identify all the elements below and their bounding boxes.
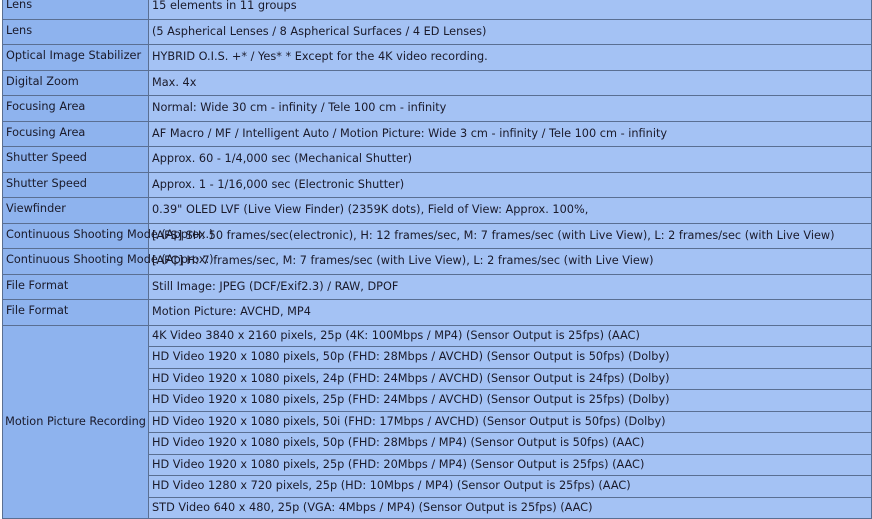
spec-value: [AFS] SH: 50 frames/sec(electronic), H: 12 frames/sec, M: 7 frames/sec (with Live View), L: 2 frames/sec (with Live View): [149, 223, 872, 249]
spec-label: Lens: [3, 0, 149, 19]
spec-row: [3, 19, 872, 45]
motion-picture-value: HD Video 1920 x 1080 pixels, 24p (FHD: 24Mbps / AVCHD) (Sensor Output is 24fps) (Dolby): [149, 368, 872, 390]
spec-row: [3, 198, 872, 224]
spec-label: Focusing Area: [3, 121, 149, 147]
spec-label: Continuous Shooting Mode (Approx.): [3, 249, 149, 275]
spec-label: File Format: [3, 300, 149, 326]
motion-picture-value: STD Video 640 x 480, 25p (VGA: 4Mbps / MP4) (Sensor Output is 25fps) (AAC): [149, 497, 872, 519]
spec-row: [3, 147, 872, 173]
spec-value: 0.39" OLED LVF (Live View Finder) (2359K dots), Field of View: Approx. 100%,: [149, 198, 872, 224]
motion-picture-value: HD Video 1920 x 1080 pixels, 50i (FHD: 17Mbps / AVCHD) (Sensor Output is 50fps) (Dolby): [149, 411, 872, 433]
spec-value: Approx. 60 - 1/4,000 sec (Mechanical Shutter): [149, 147, 872, 173]
spec-table-body: [3, 0, 872, 519]
spec-label: Lens: [3, 19, 149, 45]
motion-picture-value: HD Video 1920 x 1080 pixels, 25p (FHD: 20Mbps / MP4) (Sensor Output is 25fps) (AAC): [149, 454, 872, 476]
spec-table: [2, 0, 872, 519]
motion-picture-value: HD Video 1280 x 720 pixels, 25p (HD: 10Mbps / MP4) (Sensor Output is 25fps) (AAC): [149, 476, 872, 498]
spec-row: [3, 172, 872, 198]
motion-picture-row: [3, 325, 872, 347]
spec-value: AF Macro / MF / Intelligent Auto / Motion Picture: Wide 3 cm - infinity / Tele 100 cm - infinity: [149, 121, 872, 147]
spec-value: 15 elements in 11 groups: [149, 0, 872, 19]
spec-label: Optical Image Stabilizer: [3, 45, 149, 71]
spec-label: Digital Zoom: [3, 70, 149, 96]
spec-row: [3, 0, 872, 19]
spec-label: Continuous Shooting Mode (Approx.): [3, 223, 149, 249]
spec-row: [3, 223, 872, 249]
spec-label: Focusing Area: [3, 96, 149, 122]
spec-row: [3, 249, 872, 275]
spec-row: [3, 300, 872, 326]
spec-value: Still Image: JPEG (DCF/Exif2.3) / RAW, DPOF: [149, 274, 872, 300]
spec-value: Max. 4x: [149, 70, 872, 96]
spec-label: Shutter Speed: [3, 172, 149, 198]
motion-picture-recording-label: Motion Picture Recording: [3, 325, 149, 519]
spec-value: (5 Aspherical Lenses / 8 Aspherical Surfaces / 4 ED Lenses): [149, 19, 872, 45]
spec-row: [3, 96, 872, 122]
spec-value: Normal: Wide 30 cm - infinity / Tele 100 cm - infinity: [149, 96, 872, 122]
spec-label: Viewfinder: [3, 198, 149, 224]
spec-label: Shutter Speed: [3, 147, 149, 173]
spec-row: [3, 121, 872, 147]
motion-picture-value: HD Video 1920 x 1080 pixels, 25p (FHD: 24Mbps / AVCHD) (Sensor Output is 25fps) (Dolby): [149, 390, 872, 412]
motion-picture-value: HD Video 1920 x 1080 pixels, 50p (FHD: 28Mbps / AVCHD) (Sensor Output is 50fps) (Dolby): [149, 347, 872, 369]
spec-value: [AFC] H: 7 frames/sec, M: 7 frames/sec (with Live View), L: 2 frames/sec (with Live View): [149, 249, 872, 275]
spec-row: [3, 70, 872, 96]
spec-row: [3, 45, 872, 71]
motion-picture-value: 4K Video 3840 x 2160 pixels, 25p (4K: 100Mbps / MP4) (Sensor Output is 25fps) (AAC): [149, 325, 872, 347]
spec-value: HYBRID O.I.S. +* / Yes* * Except for the 4K video recording.: [149, 45, 872, 71]
spec-value: Approx. 1 - 1/16,000 sec (Electronic Shutter): [149, 172, 872, 198]
spec-label: File Format: [3, 274, 149, 300]
motion-picture-value: HD Video 1920 x 1080 pixels, 50p (FHD: 28Mbps / MP4) (Sensor Output is 50fps) (AAC): [149, 433, 872, 455]
spec-row: [3, 274, 872, 300]
spec-value: Motion Picture: AVCHD, MP4: [149, 300, 872, 326]
